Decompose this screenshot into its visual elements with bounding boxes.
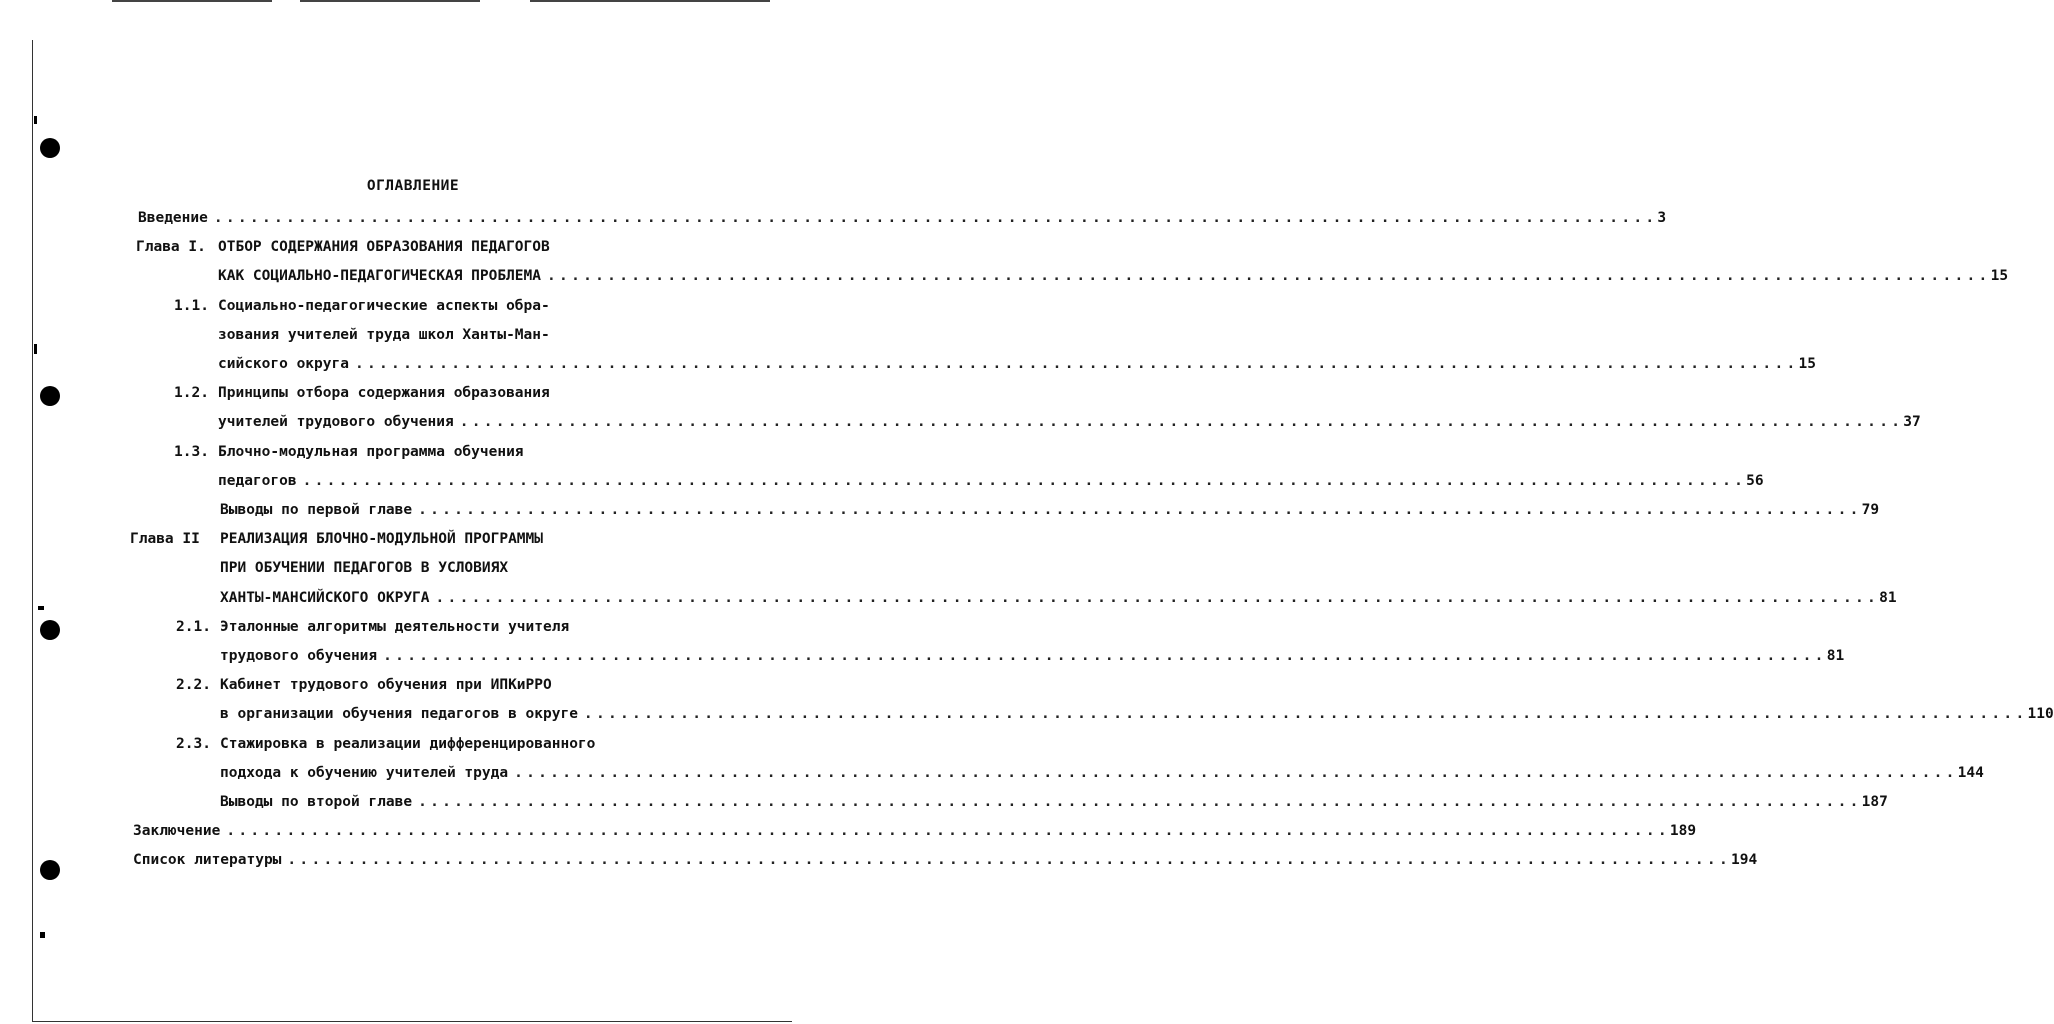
toc-leader-dots: ........................................................................................................................ [302, 472, 1747, 489]
toc-entry-row[interactable] [218, 470, 1764, 492]
toc-entry-text: Выводы по первой главе [220, 502, 413, 518]
toc-entry-text: Выводы по второй главе [220, 794, 413, 810]
toc-leader-dots: ........................................................................................................................ [213, 210, 1658, 226]
toc-leader-dots: ........................................................................................................................ [418, 502, 1862, 518]
toc-page-number: 187 [1861, 794, 1888, 810]
toc-leader-dots: ........................................................................................................................ [435, 589, 1880, 606]
toc-entry-text: Заключение [133, 823, 221, 840]
toc-entry-text: в организации обучения педагогов в округе [220, 706, 578, 723]
toc-page-number: 79 [1861, 502, 1880, 518]
toc-page-number: 81 [1826, 648, 1845, 664]
binder-hole [40, 138, 60, 158]
scan-bottom-line [32, 1021, 792, 1022]
toc-entry-row[interactable] [220, 645, 1845, 667]
toc-entry-text: подхода к обучению учителей труда [220, 764, 509, 781]
toc-entry-text: сийского округа [218, 356, 349, 372]
toc-page-number: 144 [1957, 764, 1984, 781]
toc-entry-number: 1.3. [174, 443, 209, 460]
scan-edge-line [300, 0, 480, 2]
toc-entry-text: ХАНТЫ-МАНСИЙСКОГО ОКРУГА [220, 589, 430, 606]
toc-entry-number: 1.2. [174, 385, 209, 402]
binder-hole [40, 860, 60, 880]
toc-leader-dots: ........................................................................................................................ [418, 794, 1862, 810]
scan-speck [34, 344, 37, 354]
toc-entry-text: педагогов [218, 472, 297, 489]
scan-edge-line [112, 0, 272, 2]
toc-leader-dots: ........................................................................................................................ [226, 823, 1670, 840]
toc-entry-text: Принципы отбора содержания образования [218, 385, 550, 402]
toc-page-number: 194 [1730, 852, 1758, 869]
toc-leader-dots: ........................................................................................................................ [459, 414, 1904, 431]
toc-entry-number: 1.1. [174, 297, 209, 314]
toc-leader-dots: ........................................................................................................................ [383, 648, 1827, 664]
toc-entry-text: Эталонные алгоритмы деятельности учителя [220, 618, 570, 635]
scan-speck [40, 932, 45, 938]
toc-entry-row[interactable] [218, 411, 1921, 433]
toc-entry-text: Блочно-модульная программа обучения [218, 443, 524, 460]
toc-page-number: 56 [1746, 472, 1764, 489]
toc-entry-number: 2.1. [176, 618, 211, 635]
toc-entry-row[interactable] [220, 791, 1888, 813]
toc-entry-text: Введение [138, 210, 208, 226]
toc-entry-text: трудового обучения [220, 648, 378, 664]
toc-entry-text: Социально-педагогические аспекты обра- [218, 297, 550, 314]
toc-leader-dots: ........................................................................................................................ [583, 706, 2028, 723]
toc-entry-row[interactable] [133, 849, 1758, 871]
toc-entry-text: Кабинет трудового обучения при ИПКиРРО [220, 677, 552, 694]
toc-entry-row[interactable] [218, 265, 2009, 287]
toc-entry-text: зования учителей труда школ Ханты-Ман- [218, 326, 550, 343]
toc-page-number: 81 [1879, 589, 1897, 606]
toc-entry-number: 2.2. [176, 677, 211, 694]
toc-entry-row[interactable] [138, 207, 1667, 229]
toc-page-number: 110 [2027, 706, 2054, 723]
binder-hole [40, 620, 60, 640]
toc-entry-row[interactable] [220, 762, 1984, 784]
toc-entry-text: учителей трудового обучения [218, 414, 454, 431]
toc-entry-number: 2.3. [176, 735, 211, 752]
toc-page-number: 37 [1903, 414, 1921, 431]
toc-page-number: 15 [1798, 356, 1816, 372]
binder-hole [40, 386, 60, 406]
toc-entry-row[interactable] [220, 499, 1880, 521]
toc-entry-text: ОТБОР СОДЕРЖАНИЯ ОБРАЗОВАНИЯ ПЕДАГОГОВ [218, 239, 550, 256]
page-title: ОГЛАВЛЕНИЕ [366, 178, 460, 194]
toc-leader-dots: ........................................................................................................................ [514, 764, 1958, 781]
toc-entry-text: РЕАЛИЗАЦИЯ БЛОЧНО-МОДУЛЬНОЙ ПРОГРАММЫ [220, 531, 544, 548]
toc-entry-text: Стажировка в реализации дифференцированного [220, 735, 596, 752]
toc-entry-row[interactable] [220, 587, 1897, 609]
toc-entry-text: КАК СОЦИАЛЬНО-ПЕДАГОГИЧЕСКАЯ ПРОБЛЕМА [218, 268, 542, 285]
toc-entry-row[interactable] [133, 820, 1697, 842]
toc-page-number: 189 [1669, 823, 1697, 840]
toc-entry-number: Глава I. [136, 239, 206, 256]
toc-entry-row[interactable] [218, 353, 1816, 375]
toc-leader-dots: ........................................................................................................................ [354, 356, 1799, 372]
toc-entry-text: ПРИ ОБУЧЕНИИ ПЕДАГОГОВ В УСЛОВИЯХ [220, 560, 509, 577]
toc-page-number: 15 [1990, 268, 2009, 285]
scan-speck [38, 606, 44, 610]
scan-edge-line [530, 0, 770, 2]
toc-leader-dots: ........................................................................................................................ [547, 268, 1991, 285]
scan-speck [34, 116, 37, 124]
toc-leader-dots: ........................................................................................................................ [287, 852, 1731, 869]
toc-entry-text: Список литературы [133, 852, 282, 869]
toc-page-number: 3 [1657, 210, 1667, 226]
toc-entry-row[interactable] [220, 703, 2054, 725]
toc-entry-number: Глава II [130, 531, 200, 548]
